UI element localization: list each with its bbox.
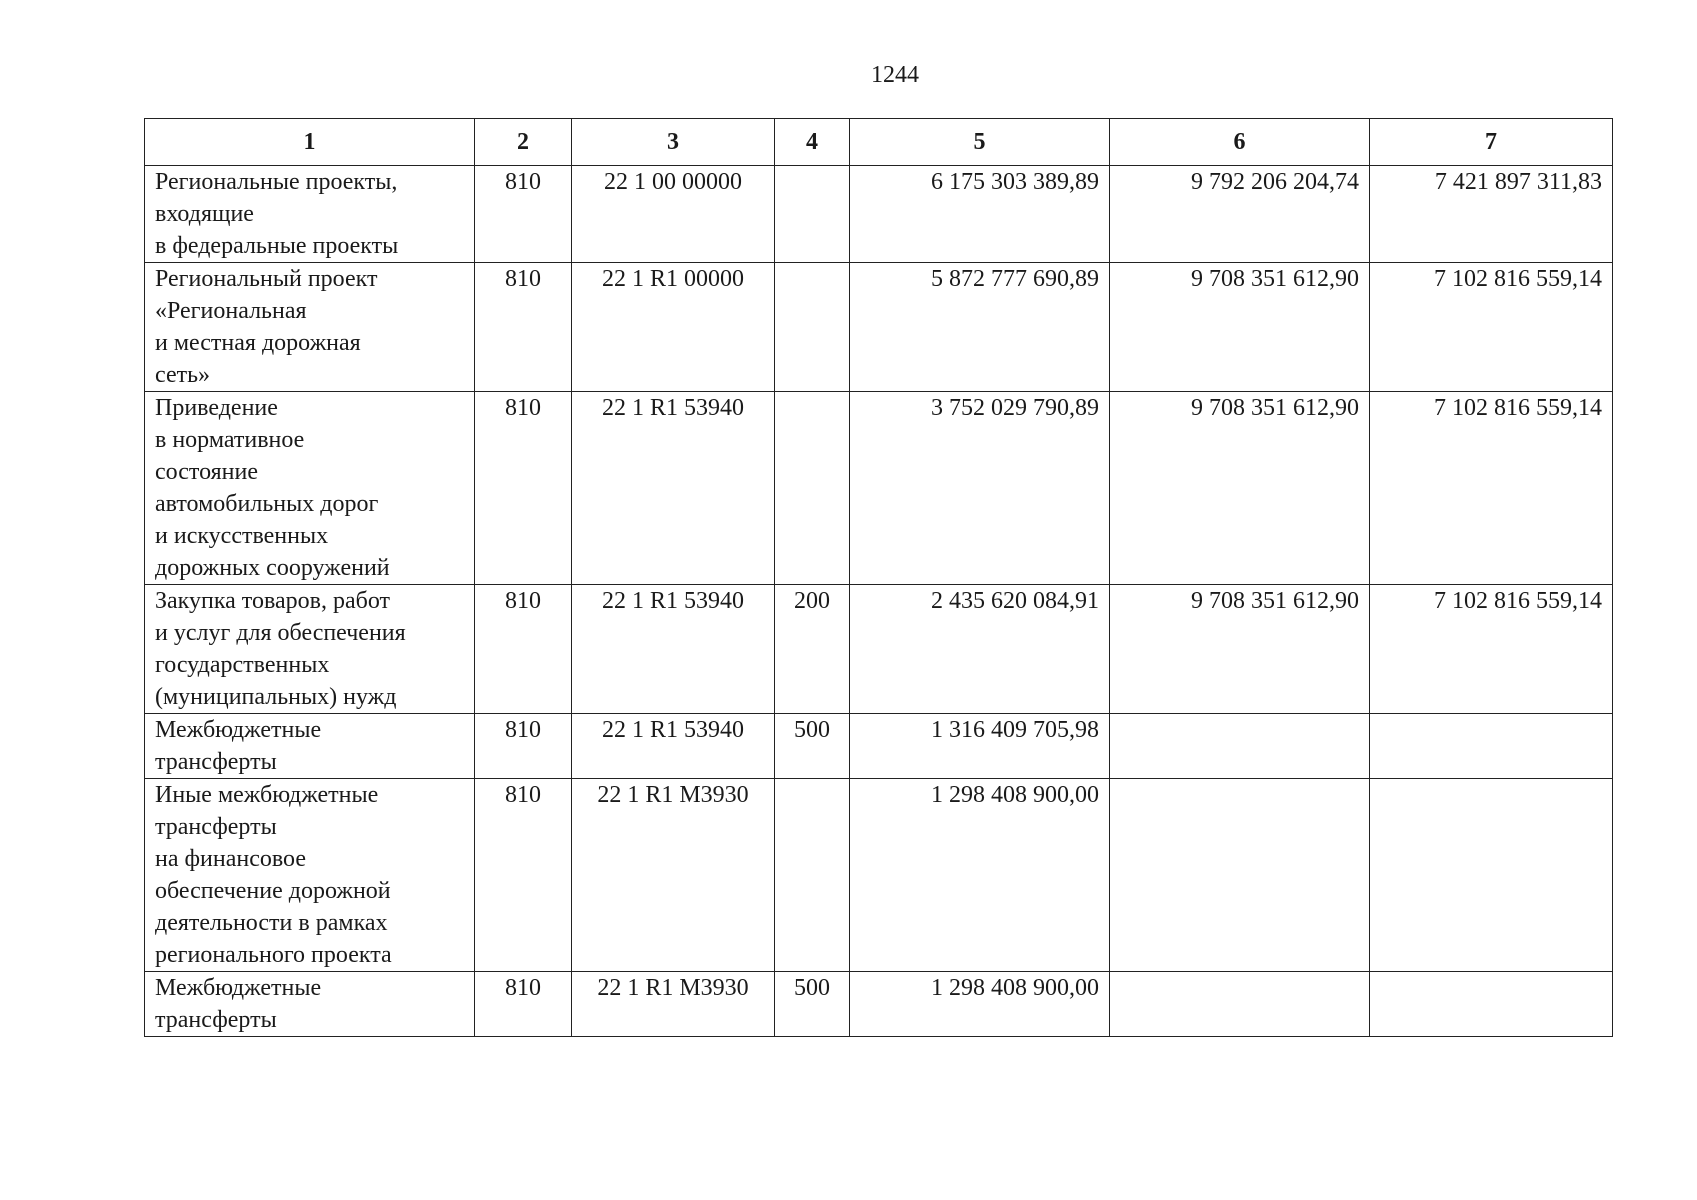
row-target-article: 22 1 R1 M3930 [572,972,775,1037]
row-amount-col5: 1 298 408 900,00 [850,972,1110,1037]
row-name-line: (муниципальных) нужд [155,684,397,710]
row-amount-col5: 1 316 409 705,98 [850,714,1110,779]
row-target-article: 22 1 R1 53940 [572,392,775,585]
row-expense-type [775,166,850,263]
row-name [145,585,475,714]
row-name-line: регионального проекта [155,942,392,968]
row-name-line: Региональные проекты, [155,169,398,195]
row-amount-col5: 5 872 777 690,89 [850,263,1110,392]
page-number: 1244 [871,62,919,88]
row-expense-type: 500 [775,714,850,779]
header-col-4: 4 [775,119,850,166]
table-row [145,585,1613,714]
row-name-line: государственных [155,652,330,678]
row-amount-col5: 3 752 029 790,89 [850,392,1110,585]
row-name-line: и искусственных [155,523,329,549]
row-name-line: трансферты [155,814,277,840]
row-amount-col7: 7 102 816 559,14 [1370,585,1613,714]
row-name [145,972,475,1037]
row-amount-col7 [1370,972,1613,1037]
row-amount-col5: 6 175 303 389,89 [850,166,1110,263]
row-name-line: деятельности в рамках [155,910,388,936]
row-expense-type: 500 [775,972,850,1037]
row-name [145,392,475,585]
row-ministry-code: 810 [475,714,572,779]
row-expense-type [775,263,850,392]
table-row [145,779,1613,972]
row-amount-col6: 9 708 351 612,90 [1110,263,1370,392]
table-row [145,972,1613,1037]
row-name [145,263,475,392]
row-name-line: Межбюджетные [155,975,322,1001]
row-name-line: Закупка товаров, работ [155,588,390,614]
header-col-1: 1 [145,119,475,166]
row-expense-type: 200 [775,585,850,714]
row-name-line: в нормативное [155,427,305,453]
row-amount-col6: 9 708 351 612,90 [1110,585,1370,714]
row-amount-col7: 7 421 897 311,83 [1370,166,1613,263]
table-row [145,166,1613,263]
table-row [145,263,1613,392]
row-name-line: обеспечение дорожной [155,878,391,904]
row-name-line: трансферты [155,749,277,775]
row-name-line: на финансовое [155,846,306,872]
row-name-line: Межбюджетные [155,717,322,743]
row-amount-col6 [1110,714,1370,779]
row-name-line: в федеральные проекты [155,233,399,259]
row-amount-col5: 2 435 620 084,91 [850,585,1110,714]
header-col-7: 7 [1370,119,1613,166]
row-expense-type [775,779,850,972]
row-amount-col5: 1 298 408 900,00 [850,779,1110,972]
row-ministry-code: 810 [475,392,572,585]
header-col-5: 5 [850,119,1110,166]
row-amount-col7: 7 102 816 559,14 [1370,263,1613,392]
header-row [145,119,1613,166]
row-ministry-code: 810 [475,585,572,714]
row-ministry-code: 810 [475,779,572,972]
row-name-line: автомобильных дорог [155,491,379,517]
row-target-article: 22 1 R1 M3930 [572,779,775,972]
row-amount-col7 [1370,714,1613,779]
row-name-line: состояние [155,459,258,485]
row-name-line: «Региональная [155,298,307,324]
row-name [145,714,475,779]
row-amount-col7: 7 102 816 559,14 [1370,392,1613,585]
row-name-line: трансферты [155,1007,277,1033]
row-name-line: Иные межбюджетные [155,782,379,808]
row-amount-col6: 9 708 351 612,90 [1110,392,1370,585]
row-name-line: сеть» [155,362,211,388]
row-name-line: и местная дорожная [155,330,361,356]
table-row [145,714,1613,779]
header-col-3: 3 [572,119,775,166]
row-expense-type [775,392,850,585]
row-name [145,779,475,972]
row-ministry-code: 810 [475,263,572,392]
row-name-line: дорожных сооружений [155,555,390,581]
table-row [145,392,1613,585]
row-ministry-code: 810 [475,972,572,1037]
row-name-line: входящие [155,201,254,227]
header-col-2: 2 [475,119,572,166]
row-target-article: 22 1 R1 53940 [572,714,775,779]
row-name-line: и услуг для обеспечения [155,620,406,646]
row-ministry-code: 810 [475,166,572,263]
row-name-line: Приведение [155,395,278,421]
header-col-6: 6 [1110,119,1370,166]
row-name-line: Региональный проект [155,266,378,292]
budget-table [144,118,1613,1037]
row-target-article: 22 1 R1 53940 [572,585,775,714]
row-name [145,166,475,263]
row-amount-col6 [1110,779,1370,972]
row-amount-col7 [1370,779,1613,972]
row-target-article: 22 1 00 00000 [572,166,775,263]
row-amount-col6: 9 792 206 204,74 [1110,166,1370,263]
row-target-article: 22 1 R1 00000 [572,263,775,392]
row-amount-col6 [1110,972,1370,1037]
